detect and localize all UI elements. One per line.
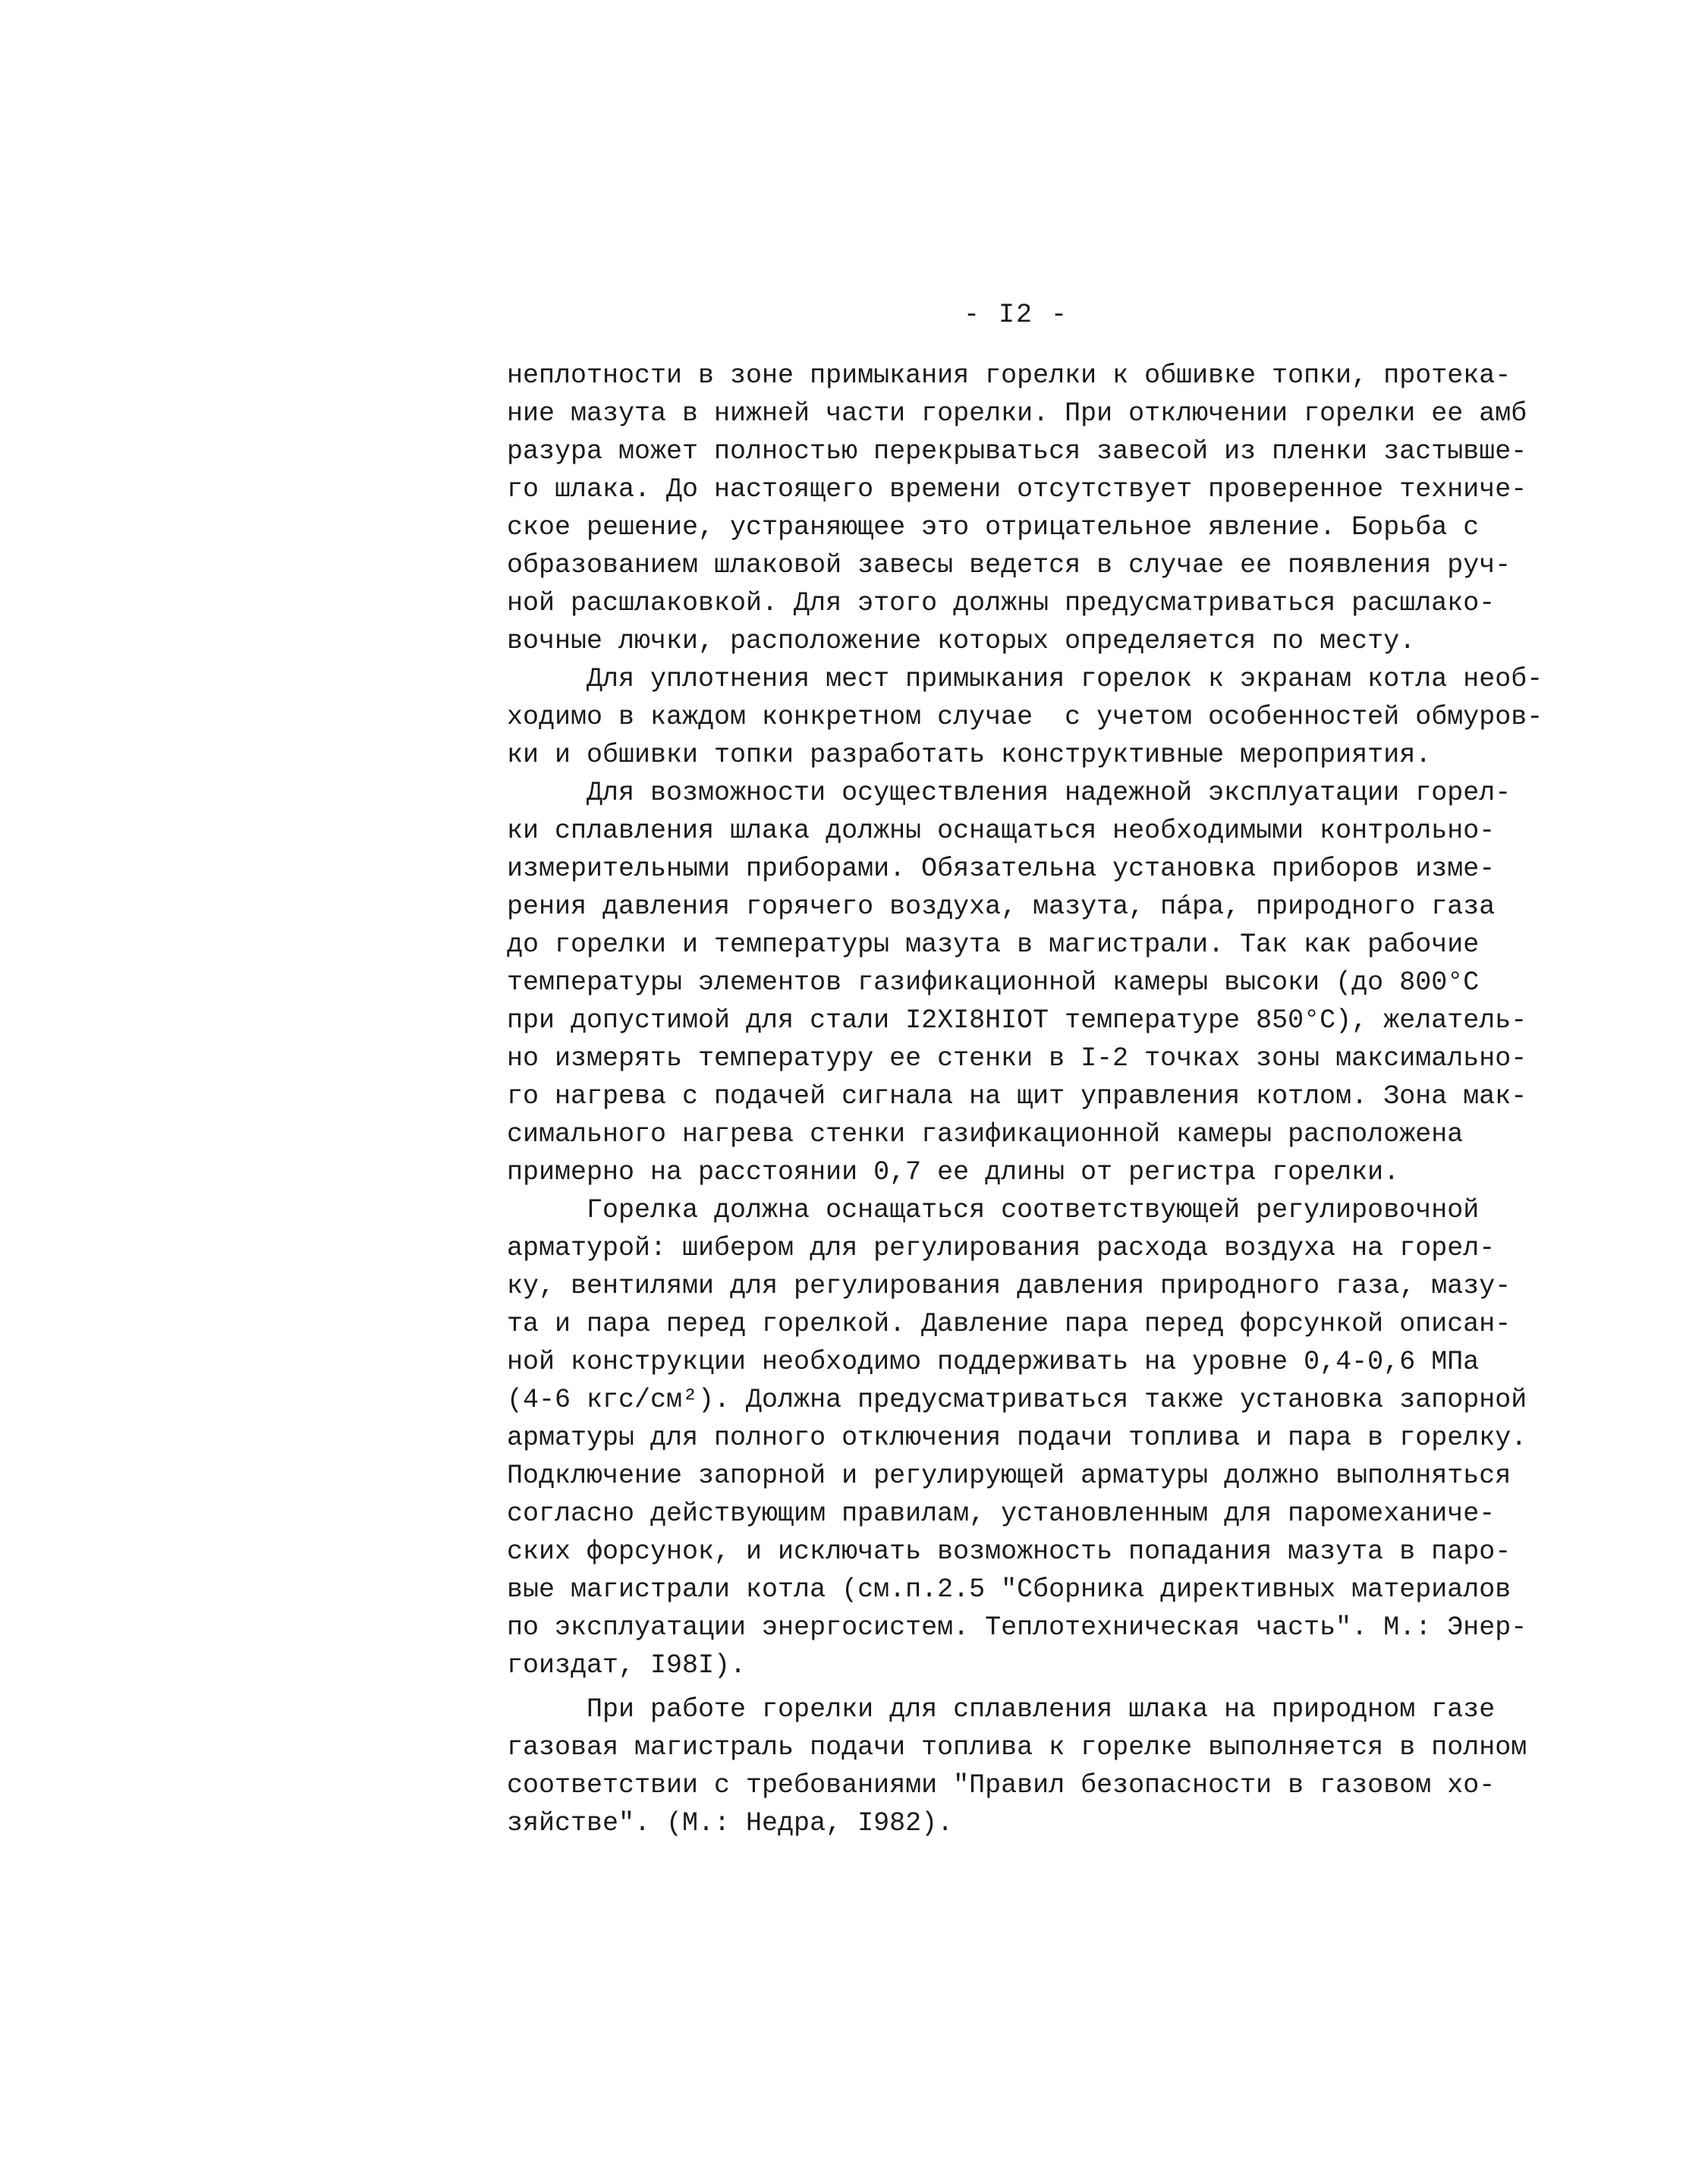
text-line: Для возможности осуществления надежной эксплуатации горел- (507, 778, 1511, 808)
text-line: та и пара перед горелкой. Давление пара перед форсункой описан- (507, 1309, 1511, 1339)
text-line: арматурой: шибером для регулирования расхода воздуха на горел- (507, 1233, 1496, 1263)
text-line: Для уплотнения мест примыкания горелок к экранам котла необ- (507, 664, 1543, 694)
text-line: ки и обшивки топки разработать конструктивные мероприятия. (507, 740, 1432, 770)
text-line: вые магистрали котла (см.п.2.5 "Сборника директивных материалов (507, 1574, 1511, 1605)
text-line: по эксплуатации энергосистем. Теплотехническая часть". М.: Энер- (507, 1612, 1527, 1643)
text-line: го шлака. До настоящего времени отсутствует проверенное техниче- (507, 474, 1527, 505)
text-line: ной расшлаковкой. Для этого должны предусматриваться расшлако- (507, 588, 1496, 618)
text-line: но измерять температуру ее стенки в I-2 точках зоны максимально- (507, 1043, 1527, 1074)
text-line: до горелки и температуры мазута в магистрали. Так как рабочие (507, 929, 1480, 960)
text-line: газовая магистраль подачи топлива к горелке выполняется в полном (507, 1732, 1527, 1763)
paragraph-3 (507, 774, 1527, 1191)
paragraph-5 (507, 1691, 1527, 1842)
text-line: ских форсунок, и исключать возможность попадания мазута в паро- (507, 1536, 1511, 1567)
text-line: го нагрева с подачей сигнала на щит управления котлом. Зона мак- (507, 1081, 1527, 1112)
text-line: при допустимой для стали I2XI8HIOT температуре 850°С), желатель- (507, 1005, 1527, 1036)
text-line: зяйстве". (М.: Недра, I982). (507, 1808, 954, 1838)
text-line: разура может полностью перекрываться завесой из пленки застывше- (507, 436, 1527, 467)
text-line: измерительными приборами. Обязательна установка приборов изме- (507, 854, 1496, 884)
text-line: образованием шлаковой завесы ведется в случае ее появления руч- (507, 550, 1511, 580)
paragraph-4 (507, 1191, 1527, 1684)
text-line: согласно действующим правилам, установленным для паромеханиче- (507, 1499, 1496, 1529)
text-line: гоиздат, I98I). (507, 1650, 747, 1681)
page-number: - I2 - (964, 300, 1069, 330)
text-line: (4-6 кгс/см²). Должна предусматриваться также установка запорной (507, 1385, 1527, 1415)
text-line: неплотности в зоне примыкания горелки к обшивке топки, протека- (507, 360, 1511, 391)
paragraph-2 (507, 660, 1543, 774)
text-line: ское решение, устраняющее это отрицательное явление. Борьба с (507, 512, 1480, 543)
text-line: ку, вентилями для регулирования давления природного газа, мазу- (507, 1271, 1511, 1301)
text-line: ки сплавления шлака должны оснащаться необходимыми контрольно- (507, 816, 1496, 846)
paragraph-gap (507, 1684, 1493, 1691)
text-line: При работе горелки для сплавления шлака на природном газе (507, 1694, 1496, 1725)
text-line: вочные лючки, расположение которых определяется по месту. (507, 626, 1416, 656)
text-line: примерно на расстоянии 0,7 ее длины от регистра горелки. (507, 1157, 1400, 1187)
text-line: ной конструкции необходимо поддерживать на уровне 0,4-0,6 МПа (507, 1347, 1480, 1377)
body-text (507, 357, 1543, 1842)
text-line: симального нагрева стенки газификационной камеры расположена (507, 1119, 1464, 1150)
text-line: рения давления горячего воздуха, мазута, пáра, природного газа (507, 892, 1496, 922)
text-line: арматуры для полного отключения подачи топлива и пара в горелку. (507, 1423, 1527, 1453)
text-line: Горелка должна оснащаться соответствующей регулировочной (507, 1195, 1480, 1225)
text-line: температуры элементов газификационной камеры высоки (до 800°С (507, 967, 1480, 998)
text-line: ние мазута в нижней части горелки. При отключении горелки ее амб (507, 398, 1527, 429)
text-line: ходимо в каждом конкретном случае с учетом особенностей обмуров- (507, 702, 1543, 732)
text-line: Подключение запорной и регулирующей арматуры должно выполняться (507, 1461, 1511, 1491)
text-line: соответствии с требованиями "Правил безопасности в газовом хо- (507, 1770, 1496, 1801)
paragraph-1 (507, 357, 1527, 660)
